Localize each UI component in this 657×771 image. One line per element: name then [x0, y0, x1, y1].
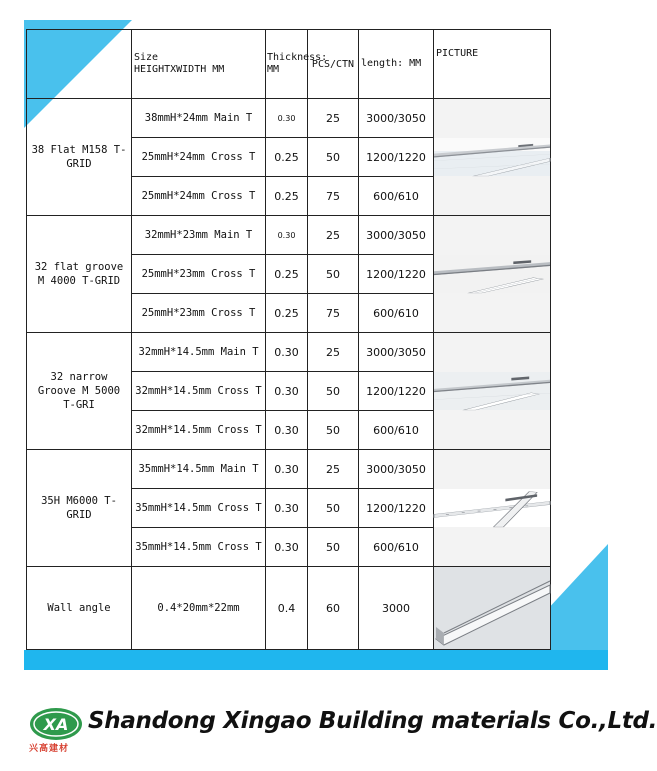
- size-cell: 35mmH*14.5mm Main T: [132, 450, 266, 489]
- thickness-cell: 0.30: [266, 411, 308, 450]
- header-size: Size HEIGHTXWIDTH MM: [132, 30, 266, 99]
- group-name: 32 narrow Groove M 5000 T-GRI: [27, 333, 132, 450]
- thickness-cell: 0.30: [266, 333, 308, 372]
- table-row: [27, 450, 551, 489]
- pcs-cell: 75: [308, 294, 359, 333]
- size-cell: 25mmH*24mm Cross T: [132, 177, 266, 216]
- thickness-cell: 0.25: [266, 177, 308, 216]
- size-cell: 32mmH*23mm Main T: [132, 216, 266, 255]
- pcs-cell: 75: [308, 177, 359, 216]
- group-name: 35H M6000 T-GRID: [27, 450, 132, 567]
- pcs-cell: 25: [308, 450, 359, 489]
- size-cell: 0.4*20mm*22mm: [132, 567, 266, 650]
- length-cell: 600/610: [359, 177, 434, 216]
- length-cell: 3000/3050: [359, 216, 434, 255]
- length-cell: 3000: [359, 567, 434, 650]
- spec-table: [26, 29, 551, 650]
- length-cell: 600/610: [359, 528, 434, 567]
- pcs-cell: 50: [308, 372, 359, 411]
- header-thickness: Thickness: MM: [266, 30, 308, 99]
- pcs-cell: 50: [308, 138, 359, 177]
- pcs-cell: 25: [308, 333, 359, 372]
- size-cell: 32mmH*14.5mm Main T: [132, 333, 266, 372]
- size-cell: 32mmH*14.5mm Cross T: [132, 372, 266, 411]
- thickness-cell: 0.30: [266, 99, 308, 138]
- pcs-cell: 50: [308, 489, 359, 528]
- length-cell: 3000/3050: [359, 333, 434, 372]
- product-picture: [434, 216, 551, 333]
- wall-angle-picture: [434, 567, 550, 649]
- pcs-cell: 25: [308, 99, 359, 138]
- length-cell: 1200/1220: [359, 138, 434, 177]
- thickness-cell: 0.30: [266, 528, 308, 567]
- length-cell: 1200/1220: [359, 372, 434, 411]
- group-name: 38 Flat M158 T-GRID: [27, 99, 132, 216]
- t-grid-narrow-picture: [434, 372, 550, 410]
- length-cell: 3000/3050: [359, 99, 434, 138]
- table-header-row: [27, 30, 551, 99]
- table-row: [27, 567, 551, 650]
- size-cell: 25mmH*23mm Cross T: [132, 294, 266, 333]
- thickness-cell: 0.30: [266, 450, 308, 489]
- length-cell: 600/610: [359, 294, 434, 333]
- size-cell: 35mmH*14.5mm Cross T: [132, 528, 266, 567]
- header-pcs: PCS/CTN: [308, 30, 359, 99]
- pcs-cell: 50: [308, 255, 359, 294]
- thickness-cell: 0.25: [266, 138, 308, 177]
- pcs-cell: 60: [308, 567, 359, 650]
- thickness-cell: 0.4: [266, 567, 308, 650]
- thickness-cell: 0.25: [266, 294, 308, 333]
- bottom-accent-bar: [24, 650, 608, 670]
- thickness-cell: 0.30: [266, 372, 308, 411]
- pcs-cell: 50: [308, 411, 359, 450]
- header-length: length: MM: [359, 30, 434, 99]
- thickness-cell: 0.30: [266, 216, 308, 255]
- t-grid-groove-picture: [434, 255, 550, 293]
- size-cell: 35mmH*14.5mm Cross T: [132, 489, 266, 528]
- product-picture: [434, 333, 551, 450]
- length-cell: 1200/1220: [359, 255, 434, 294]
- product-picture: [434, 99, 551, 216]
- product-picture: [434, 567, 551, 650]
- svg-text:XA: XA: [43, 715, 69, 734]
- thickness-cell: 0.30: [266, 489, 308, 528]
- table-row: [27, 216, 551, 255]
- size-cell: 25mmH*24mm Cross T: [132, 138, 266, 177]
- size-cell: 32mmH*14.5mm Cross T: [132, 411, 266, 450]
- group-name: 32 flat groove M 4000 T-GRID: [27, 216, 132, 333]
- header-picture: PICTURE: [434, 30, 551, 99]
- table-row: [27, 99, 551, 138]
- size-cell: 25mmH*23mm Cross T: [132, 255, 266, 294]
- length-cell: 600/610: [359, 411, 434, 450]
- thickness-cell: 0.25: [266, 255, 308, 294]
- pcs-cell: 25: [308, 216, 359, 255]
- product-picture: [434, 450, 551, 567]
- header-blank: [27, 30, 132, 99]
- t-grid-flat-picture: [434, 138, 550, 176]
- size-cell: 38mmH*24mm Main T: [132, 99, 266, 138]
- t-grid-35h-picture: [434, 489, 550, 527]
- group-name: Wall angle: [27, 567, 132, 650]
- length-cell: 3000/3050: [359, 450, 434, 489]
- logo-chinese-text: 兴高建材: [29, 744, 70, 754]
- pcs-cell: 50: [308, 528, 359, 567]
- table-row: [27, 333, 551, 372]
- length-cell: 1200/1220: [359, 489, 434, 528]
- company-name: Shandong Xingao Building materials Co.,Ltd.: [88, 708, 657, 734]
